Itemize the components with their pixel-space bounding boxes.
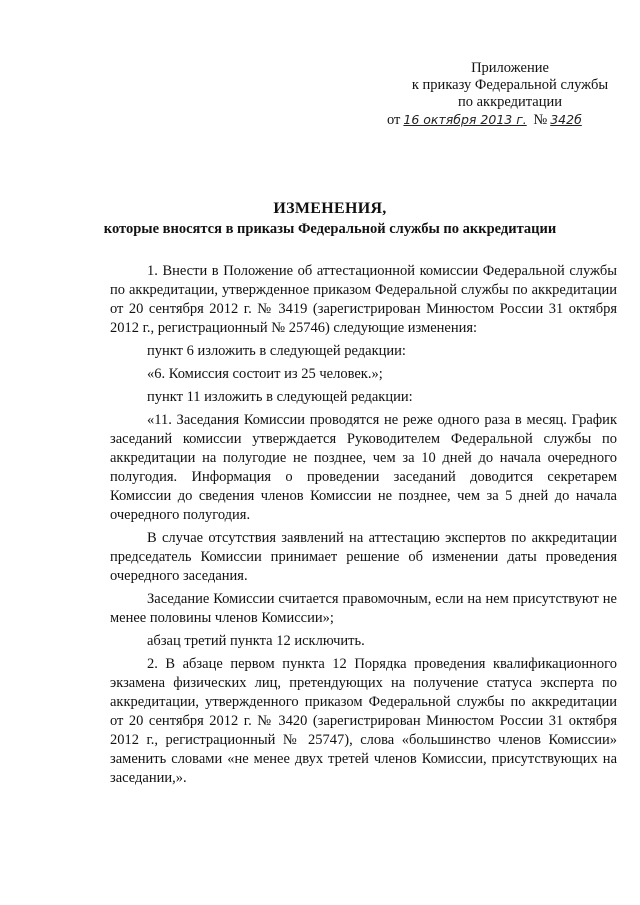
paragraph-3: «6. Комиссия состоит из 25 человек.»; — [147, 366, 383, 382]
paragraph-4: пункт 11 изложить в следующей редакции: — [147, 389, 413, 405]
handwritten-number: 342б — [550, 112, 582, 127]
paragraph-1: 1. Внести в Положение об аттестационной комиссии Федеральной службы по аккредитации, утвержденное приказом Федеральной службы по аккредитации от 20 сентября 2012 г. № 3419 (зарегистрирован Минюстом России 31 октября 2012 г., регистрационный № 25746) следующие изменения: — [110, 263, 617, 336]
paragraph-9: 2. В абзаце первом пункта 12 Порядка проведения квалификационного экзамена физических лиц, претендующих на получение статуса эксперта по аккредитации, утвержденного приказом Федеральной службы по аккредитации от 20 сентября 2012 г. № 3420 (зарегистрирован Минюстом России 31 октября 2012 г., регистрационный № 25747), слова «большинство членов Комиссии» заменить словами «не менее двух третей членов Комиссии, присутствующих на заседании,». — [110, 656, 617, 786]
paragraph-7: Заседание Комиссии считается правомочным, если на нем присутствуют не менее половины членов Комиссии»; — [110, 591, 617, 626]
handwritten-date: 16 октября 2013 г. — [403, 112, 527, 127]
document-title: ИЗМЕНЕНИЯ, — [273, 200, 387, 217]
paragraph-5: «11. Заседания Комиссии проводятся не реже одного раза в месяц. График заседаний комиссии утверждается Руководителем Федеральной службы по аккредитации на полугодие не позднее, чем за 10 дней до начала очередного полугодия. Информация о проведении заседаний доводится секретарем Комиссии до сведения членов Комиссии не позднее, чем за 5 дней до начала очередного полугодия. — [110, 412, 617, 523]
paragraph-2: пункт 6 изложить в следующей редакции: — [147, 343, 406, 359]
document-subtitle: которые вносятся в приказы Федеральной службы по аккредитации — [103, 221, 557, 237]
appendix-agency: по аккредитации — [457, 94, 563, 110]
date-prefix: от — [387, 112, 401, 128]
paragraph-8: абзац третий пункта 12 исключить. — [147, 633, 365, 649]
number-prefix: № — [533, 112, 548, 128]
document-body — [110, 262, 617, 792]
document-heading — [100, 200, 560, 238]
appendix-title: Приложение — [471, 60, 549, 76]
paragraph-6: В случае отсутствия заявлений на аттестацию экспертов по аккредитации председатель Комиссии принимает решение об изменении даты проведения очередного заседания. — [110, 530, 617, 584]
appendix-date-number — [387, 111, 635, 129]
appendix-order-ref: к приказу Федеральной службы — [411, 77, 609, 93]
appendix-block — [385, 60, 635, 129]
